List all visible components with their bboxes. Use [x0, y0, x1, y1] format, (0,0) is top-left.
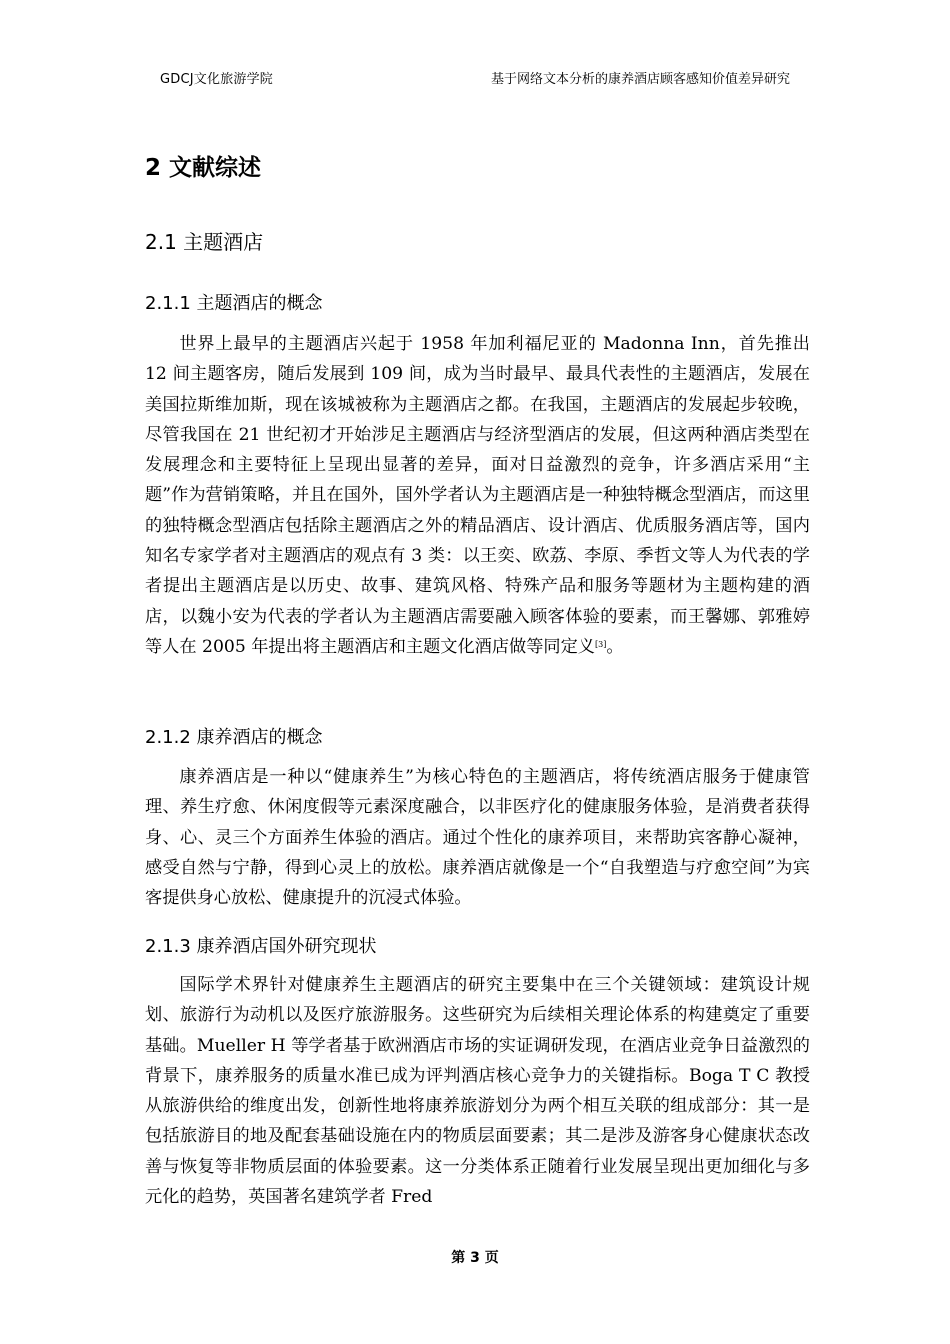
section-2-1-1-title: 2.1.1 主题酒店的概念	[145, 293, 323, 314]
chapter-title: 2 文献综述	[145, 155, 262, 181]
paragraph-text: 世界上最早的主题酒店兴起于 1958 年加利福尼亚的 Madonna Inn，首先推出 12 间主题客房，随后发展到 109 间，成为当时最早、最具代表性的主题酒店，发展在美国拉斯维加斯，现在该城被称为主题酒店之都。在我国，主题酒店的发展起步较晚，尽管我国在 21 世纪初才开始涉足主题酒店与经济型酒店的发展，但这两种酒店类型在发展理念和主要特征上呈现出显著的差异，面对日益激烈的竞争，许多酒店采用“主题”作为营销策略，并且在国外，国外学者认为主题酒店是一种独特概念型酒店，而这里的独特概念型酒店包括除主题酒店之外的精品酒店、设计酒店、优质服务酒店等，国内知名专家学者对主题酒店的观点有 3 类：以王奕、欧荔、李原、季哲文等人为代表的学者提出主题酒店是以历史、故事、建筑风格、特殊产品和服务等题材为主题构建的酒店，以魏小安为代表的学者认为主题酒店需要融入顾客体验的要素，而王馨娜、郭雅婷等人在 2005 年提出将主题酒店和主题文化酒店做等同定义	[145, 334, 810, 657]
section-2-1-1-paragraph	[145, 329, 810, 662]
paragraph-end: 。	[606, 636, 624, 657]
section-2-1-2-paragraph: 康养酒店是一种以“健康养生”为核心特色的主题酒店，将传统酒店服务于健康管理、养生疗愈、休闲度假等元素深度融合，以非医疗化的健康服务体验，是消费者获得身、心、灵三个方面养生体验的酒店。通过个性化的康养项目，来帮助宾客静心凝神，感受自然与宁静，得到心灵上的放松。康养酒店就像是一个“自我塑造与疗愈空间”为宾客提供身心放松、健康提升的沉浸式体验。	[145, 767, 810, 909]
header-paper-title: 基于网络文本分析的康养酒店顾客感知价值差异研究	[490, 72, 790, 87]
section-2-1-title: 2.1 主题酒店	[145, 230, 264, 254]
page-number: 第 3 页	[451, 1250, 499, 1266]
section-2-1-3-title: 2.1.3 康养酒店国外研究现状	[145, 936, 377, 957]
citation-marker: [3]	[594, 639, 607, 649]
section-2-1-2-title: 2.1.2 康养酒店的概念	[145, 727, 323, 748]
header-institution: GDCJ文化旅游学院	[160, 72, 273, 87]
section-2-1-3-paragraph: 国际学术界针对健康养生主题酒店的研究主要集中在三个关键领域：建筑设计规划、旅游行为动机以及医疗旅游服务。这些研究为后续相关理论体系的构建奠定了重要基础。Mueller H 等学者基于欧洲酒店市场的实证调研发现，在酒店业竞争日益激烈的背景下，康养服务的质量水准已成为评判酒店核心竞争力的关键指标。Boga T C 教授从旅游供给的维度出发，创新性地将康养旅游划分为两个相互关联的组成部分：其一是包括旅游目的地及配套基础设施在内的物质层面要素；其二是涉及游客身心健康状态改善与恢复等非物质层面的体验要素。这一分类体系正随着行业发展呈现出更加细化与多元化的趋势，英国著名建筑学者 Fred	[145, 975, 810, 1208]
